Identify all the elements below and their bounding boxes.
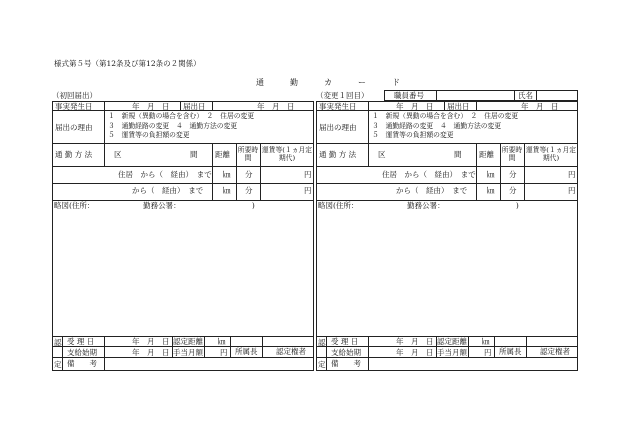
yen-unit: 円	[568, 170, 576, 179]
km-unit: ㎞	[223, 186, 231, 195]
section-label: 区	[378, 150, 386, 159]
rule-line	[204, 336, 205, 357]
occurrence-date-label: 事実発生日	[55, 102, 93, 111]
card-frame	[52, 101, 314, 371]
reason-label: 届出の理由	[319, 123, 357, 132]
method-label: 通 勤 方 法	[319, 150, 357, 159]
fare-label: 運賃等(１ヵ月定期代)	[525, 146, 577, 162]
between-label: 間	[190, 150, 198, 159]
rule-line	[436, 90, 437, 101]
approved-distance-label: 認定距離	[437, 337, 467, 346]
received-date-value: 年 月 日	[396, 337, 434, 346]
distance-label: 距離	[215, 150, 230, 159]
map-header: 略図(住所： 勤務公署： )	[54, 201, 255, 210]
approver-label: 認定権者	[540, 347, 570, 356]
rule-line	[212, 143, 213, 200]
time-required-label: 所要時間	[237, 146, 259, 162]
card-frame	[316, 101, 578, 371]
minutes-unit: 分	[509, 186, 517, 195]
filed-date-label: 届出日	[183, 102, 206, 111]
approval-char-1: 認	[54, 338, 62, 347]
rule-line	[444, 101, 445, 110]
rule-line	[52, 183, 314, 184]
pay-start-label: 支給始期	[67, 348, 97, 357]
km-unit: ㎞	[223, 170, 231, 179]
rule-line	[316, 357, 578, 358]
rule-line	[468, 336, 469, 357]
reason-option: ３ 通勤経路の変更 ４ 通勤方法の変更	[372, 121, 502, 130]
rule-line	[52, 166, 314, 167]
rule-line	[52, 143, 314, 144]
rule-line	[476, 101, 477, 110]
staff-no-label: 職員番号	[394, 91, 424, 100]
route-row-2: から（ 経由） まで	[396, 186, 468, 195]
route-row-1: 住居 から（ 経由） まで	[382, 170, 476, 179]
rule-line	[494, 336, 495, 357]
approval-char-2: 定	[318, 360, 326, 369]
between-label: 間	[454, 150, 462, 159]
yen-unit: 円	[484, 348, 492, 357]
reason-option: １ 新規（異動の場合を含む） ２ 住居の変更	[372, 112, 519, 120]
approver-label: 認定権者	[276, 347, 306, 356]
allowance-label: 手当月額	[173, 348, 203, 357]
km-unit: ㎞	[487, 186, 495, 195]
route-row-1: 住居 から（ 経由） まで	[118, 170, 212, 179]
remarks-label: 備 考	[67, 359, 97, 368]
occurrence-date-value: 年 月 日	[396, 102, 434, 111]
reason-option: ３ 通勤経路の変更 ４ 通勤方法の変更	[108, 121, 238, 130]
km-unit: ㎞	[482, 337, 490, 346]
name-label: 氏名	[518, 91, 533, 100]
received-date-value: 年 月 日	[132, 337, 170, 346]
rule-line	[316, 166, 578, 167]
office-head-label: 所属長	[235, 347, 258, 356]
minutes-unit: 分	[245, 186, 253, 195]
yen-unit: 円	[568, 186, 576, 195]
rule-line	[52, 346, 314, 347]
office-head-label: 所属長	[499, 347, 522, 356]
filed-date-label: 届出日	[447, 102, 470, 111]
approval-char-2: 定	[54, 360, 62, 369]
fare-label: 運賃等(１ヵ月定期代)	[261, 146, 313, 162]
occurrence-date-label: 事実発生日	[319, 102, 357, 111]
rule-line	[368, 336, 369, 371]
rule-line	[316, 143, 578, 144]
minutes-unit: 分	[245, 170, 253, 179]
rule-line	[526, 336, 527, 357]
reason-option: １ 新規（異動の場合を含む） ２ 住居の変更	[108, 112, 255, 120]
rule-line	[104, 101, 105, 166]
allowance-label: 手当月額	[437, 348, 467, 357]
distance-label: 距離	[479, 150, 494, 159]
km-unit: ㎞	[487, 170, 495, 179]
section-caption: （初回届出）	[52, 91, 97, 100]
rule-line	[316, 346, 578, 347]
pay-start-value: 年 月 日	[396, 348, 434, 357]
rule-line	[52, 357, 314, 358]
rule-line	[262, 336, 263, 357]
rule-line	[326, 336, 327, 371]
section-label: 区	[114, 150, 122, 159]
route-row-2: から（ 経由） まで	[132, 186, 204, 195]
time-required-label: 所要時間	[501, 146, 523, 162]
approval-char-1: 認	[318, 338, 326, 347]
yen-unit: 円	[304, 186, 312, 195]
pay-start-value: 年 月 日	[132, 348, 170, 357]
method-label: 通 勤 方 法	[55, 150, 93, 159]
pay-start-label: 支給始期	[331, 348, 361, 357]
reason-option: ５ 運賃等の負担額の変更	[372, 131, 454, 139]
approved-distance-label: 認定距離	[173, 337, 203, 346]
rule-line	[536, 90, 537, 101]
form-title: 通 勤 カ ー ド	[256, 78, 409, 87]
rule-line	[514, 90, 515, 101]
section-caption: （変更１回目）	[316, 91, 369, 100]
km-unit: ㎞	[218, 337, 226, 346]
rule-line	[316, 183, 578, 184]
rule-line	[180, 101, 181, 110]
rule-line	[62, 336, 63, 371]
form-number: 様式第５号（第12条及び第12条の２関係）	[54, 59, 201, 68]
reason-option: ５ 運賃等の負担額の変更	[108, 131, 190, 139]
rule-line	[212, 101, 213, 110]
received-date-label: 受 理 日	[331, 337, 359, 346]
rule-line	[368, 101, 369, 166]
rule-line	[104, 336, 105, 371]
filed-date-value: 年 月 日	[257, 102, 295, 111]
reason-label: 届出の理由	[55, 123, 93, 132]
rule-line	[230, 336, 231, 357]
received-date-label: 受 理 日	[67, 337, 95, 346]
yen-unit: 円	[304, 170, 312, 179]
yen-unit: 円	[220, 348, 228, 357]
remarks-label: 備 考	[331, 359, 361, 368]
rule-line	[476, 143, 477, 200]
minutes-unit: 分	[509, 170, 517, 179]
occurrence-date-value: 年 月 日	[132, 102, 170, 111]
filed-date-value: 年 月 日	[521, 102, 559, 111]
map-header: 略図(住所： 勤務公署： )	[318, 201, 519, 210]
